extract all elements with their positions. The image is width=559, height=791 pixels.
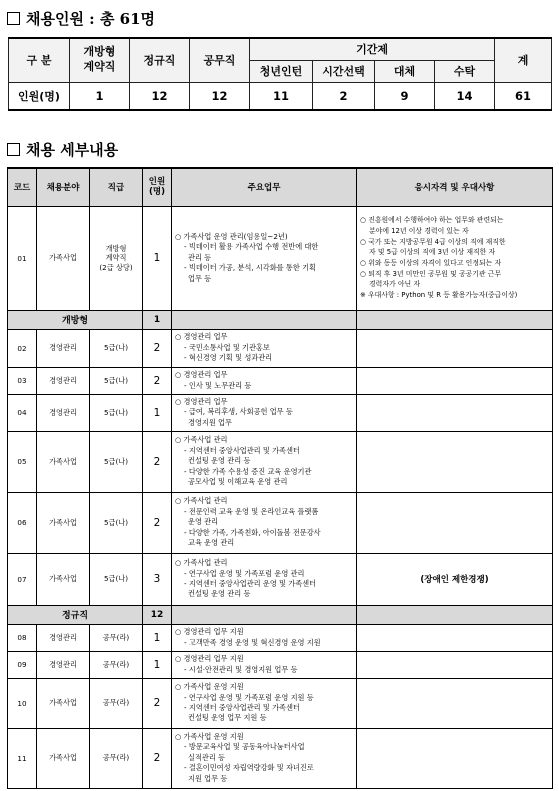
- row-code: 11: [8, 728, 37, 788]
- duty-line: - 빅데이터 가공, 분석, 시각화를 통한 기획: [184, 263, 316, 273]
- duty-line: ○ 경영관리 업무: [175, 370, 228, 380]
- duty-line: - 다양한 가족 수용성 증진 교육 운영기관: [184, 466, 312, 476]
- row-grade: 공무(라): [90, 728, 143, 788]
- header-gubun: 구 분: [9, 38, 70, 82]
- row-code: 09: [8, 651, 37, 678]
- row-grade: 공무(라): [90, 678, 143, 728]
- row-field: 경영관리: [37, 367, 90, 394]
- subtotal-value: 1: [143, 310, 172, 329]
- row-duty: [172, 394, 357, 431]
- subtotal-label: 정규직: [8, 605, 143, 624]
- qual-line: ○ 진흥원에서 수행하여야 하는 업무와 관련되는: [360, 216, 504, 225]
- header-grade: 직급: [90, 168, 143, 206]
- duty-line: - 지역센터 중앙사업관리 및 가족센터: [184, 445, 300, 455]
- qual-line: 경력자가 아닌 자: [369, 280, 420, 289]
- duty-line: ○ 경영관리 업무: [175, 396, 228, 406]
- row-qualification: [357, 651, 553, 678]
- row-code: 07: [8, 553, 37, 605]
- duty-line: - 결혼이민여성 자립역량강화 및 자녀진로: [184, 763, 314, 773]
- row-grade: 5급(나): [90, 492, 143, 553]
- row-qualification: [357, 206, 553, 310]
- header-open-contract: 개방형 계약직: [70, 38, 130, 82]
- header-youth-intern: 청년인턴: [250, 60, 313, 82]
- row-code: 06: [8, 492, 37, 553]
- row-field: 가족사업: [37, 553, 90, 605]
- row-field: 가족사업: [37, 492, 90, 553]
- section-title: 채용인원 : 총 61명: [26, 10, 156, 28]
- table-row: [8, 431, 553, 492]
- duty-line: ○ 가족사업 운영 지원: [175, 682, 244, 692]
- duty-line: - 방문교육사업 및 공동육아나눔터사업: [184, 742, 305, 752]
- row-people: 2: [143, 728, 172, 788]
- row-field: 경영관리: [37, 651, 90, 678]
- duty-line: 컨설팅 운영 관리 등: [188, 589, 251, 599]
- row-qualification: [357, 394, 553, 431]
- header-time-select: 시간선택: [313, 60, 375, 82]
- duty-line: 교육 운영 관리: [188, 538, 235, 548]
- table-row: [8, 728, 553, 788]
- duty-line: ○ 가족사업 관리: [175, 435, 228, 445]
- row-qualification: [357, 431, 553, 492]
- row-code: 03: [8, 367, 37, 394]
- duty-line: 경영지원 업무: [188, 417, 232, 427]
- duty-line: - 다양한 가족, 가족친화, 아이돌봄 전문강사: [184, 527, 321, 537]
- duty-line: - 빅데이터 활용 가족사업 수행 전반에 대한: [184, 242, 319, 252]
- row-qualification: [357, 624, 553, 651]
- row-people: 1: [143, 394, 172, 431]
- header-entrusted: 수탁: [435, 60, 495, 82]
- row-duty: [172, 651, 357, 678]
- value-entrusted: 14: [435, 82, 495, 110]
- row-people: 1: [143, 206, 172, 310]
- duty-line: - 시설·안전관리 및 경영지원 업무 등: [184, 664, 298, 674]
- qual-line: ○ 국가 또는 지방공무원 4급 이상의 직에 재직한: [360, 237, 506, 246]
- row-grade: 5급(나): [90, 553, 143, 605]
- row-people: 2: [143, 431, 172, 492]
- table-row: [8, 678, 553, 728]
- duty-line: ○ 경영관리 업무 지원: [175, 627, 244, 637]
- duty-line: - 급여, 복리후생, 사회공헌 업무 등: [184, 407, 293, 417]
- value-public: 12: [190, 82, 250, 110]
- row-duty: [172, 624, 357, 651]
- duty-line: - 고객만족 경영 운영 및 혁신경영 운영 지원: [184, 637, 321, 647]
- row-duty: [172, 492, 357, 553]
- row-grade: 5급(나): [90, 329, 143, 367]
- row-duty: [172, 329, 357, 367]
- header-code: 코드: [8, 168, 37, 206]
- qual-line: ○ 위와 동등 이상의 자격이 있다고 인정되는 자: [360, 259, 502, 267]
- duty-line: - 혁신경영 기획 및 성과관리: [184, 353, 273, 363]
- row-code: 02: [8, 329, 37, 367]
- header-term: 기간제: [250, 38, 495, 60]
- row-duty: [172, 367, 357, 394]
- row-people: 2: [143, 329, 172, 367]
- qual-line: 자 및 5급 이상의 직에 3년 이상 재직한 자: [369, 248, 496, 257]
- row-duty: [172, 728, 357, 788]
- subtotal-row: [8, 310, 553, 329]
- value-total: 61: [495, 82, 552, 110]
- row-field: 경영관리: [37, 624, 90, 651]
- row-qualification: [357, 678, 553, 728]
- row-field: 가족사업: [37, 678, 90, 728]
- duty-line: 관리 등: [188, 252, 212, 262]
- table-row: [8, 492, 553, 553]
- duty-line: - 국민소통사업 및 기관홍보: [184, 342, 270, 352]
- duty-line: ○ 가족사업 관리: [175, 558, 228, 568]
- duty-line: ○ 가족사업 관리: [175, 496, 228, 506]
- duty-line: 업무 등: [188, 273, 212, 283]
- header-public: 공무직: [190, 38, 250, 82]
- qual-line: 분야에 12년 이상 경력이 있는 자: [369, 226, 469, 235]
- duty-line: - 연구사업 운영 및 가족포럼 운영 지원 등: [184, 692, 314, 702]
- header-people: 인원 (명): [143, 168, 172, 206]
- value-substitute: 9: [375, 82, 435, 110]
- row-people: 1: [143, 651, 172, 678]
- duty-line: - 지역센터 중앙사업관리 운영 및 가족센터: [184, 579, 317, 588]
- table-row: [8, 553, 553, 605]
- section-title: 채용 세부내용: [26, 141, 119, 159]
- header-total: 계: [495, 38, 552, 82]
- row-people: 2: [143, 492, 172, 553]
- row-people: 2: [143, 678, 172, 728]
- row-grade: 5급(나): [90, 394, 143, 431]
- row-people: 1: [143, 624, 172, 651]
- row-field: 경영관리: [37, 394, 90, 431]
- row-duty: [172, 678, 357, 728]
- row-qualification: [357, 728, 553, 788]
- table-row: [8, 367, 553, 394]
- summary-table: [8, 37, 552, 111]
- row-people: 3: [143, 553, 172, 605]
- table-row: [8, 651, 553, 678]
- row-label-people: 인원(명): [9, 82, 70, 110]
- table-row: [8, 394, 553, 431]
- row-field: 가족사업: [37, 206, 90, 310]
- row-code: 01: [8, 206, 37, 310]
- duty-line: - 인사 및 노무관리 등: [184, 380, 252, 390]
- row-grade: 개방형 계약직 (2급 상당): [90, 206, 143, 310]
- duty-line: - 연구사업 운영 및 가족포럼 운영 관리: [184, 568, 305, 578]
- duty-line: - 전문인력 교육 운영 및 온라인교육 플랫폼: [184, 506, 319, 516]
- row-duty: [172, 206, 357, 310]
- header-field: 채용분야: [37, 168, 90, 206]
- duty-line: 컨설팅 운영 관리 등: [188, 456, 251, 466]
- table-row: [8, 329, 553, 367]
- duty-line: ○ 경영관리 업무 지원: [175, 654, 244, 664]
- row-code: 10: [8, 678, 37, 728]
- row-code: 08: [8, 624, 37, 651]
- duty-line: ○ 가족사업 운영 관리(임용일~2년): [175, 231, 288, 241]
- row-code: 05: [8, 431, 37, 492]
- header-duty: 주요업무: [172, 168, 357, 206]
- detail-table: [7, 167, 553, 789]
- duty-line: 운영 관리: [188, 517, 219, 527]
- row-field: 가족사업: [37, 431, 90, 492]
- row-qualification: [357, 329, 553, 367]
- row-grade: 공무(라): [90, 624, 143, 651]
- row-grade: 5급(나): [90, 367, 143, 394]
- subtotal-label: 개방형: [8, 310, 143, 329]
- row-duty: [172, 553, 357, 605]
- duty-line: 실적관리 등: [188, 752, 226, 762]
- row-grade: 공무(라): [90, 651, 143, 678]
- value-time: 2: [313, 82, 375, 110]
- row-duty: [172, 431, 357, 492]
- row-qualification: [357, 367, 553, 394]
- value-open: 1: [70, 82, 130, 110]
- row-field: 가족사업: [37, 728, 90, 788]
- row-people: 2: [143, 367, 172, 394]
- duty-line: 지원 업무 등: [188, 773, 228, 783]
- subtotal-value: 12: [143, 605, 172, 624]
- header-qualification: 응시자격 및 우대사항: [357, 168, 553, 206]
- duty-line: ○ 가족사업 운영 지원: [175, 731, 244, 741]
- row-code: 04: [8, 394, 37, 431]
- row-field: 경영관리: [37, 329, 90, 367]
- header-substitute: 대체: [375, 60, 435, 82]
- checkbox-square-icon: [7, 143, 20, 156]
- checkbox-square-icon: [7, 12, 20, 25]
- qual-line: ※ 우대사항 : Python 및 R 등 활용가능자(중급이상): [360, 291, 518, 300]
- row-qualification: [357, 492, 553, 553]
- duty-line: - 지역센터 중앙사업관리 및 가족센터: [184, 703, 300, 712]
- section-heading-details: [7, 139, 118, 160]
- value-regular: 12: [130, 82, 190, 110]
- duty-line: 컨설팅 운영 업무 지원 등: [188, 713, 267, 723]
- qualification-note: (장애인 제한경쟁): [357, 553, 553, 605]
- section-heading-recruit-count: [7, 8, 155, 29]
- qual-line: ○ 퇴직 후 3년 미만인 공무원 및 공공기관 근무: [360, 269, 502, 278]
- duty-line: ○ 경영관리 업무: [175, 332, 228, 342]
- value-youth: 11: [250, 82, 313, 110]
- table-row: [8, 624, 553, 651]
- row-grade: 5급(나): [90, 431, 143, 492]
- duty-line: 공모사업 및 이해교육 운영 관리: [188, 477, 288, 487]
- table-row: [8, 206, 553, 310]
- header-regular: 정규직: [130, 38, 190, 82]
- subtotal-row: [8, 605, 553, 624]
